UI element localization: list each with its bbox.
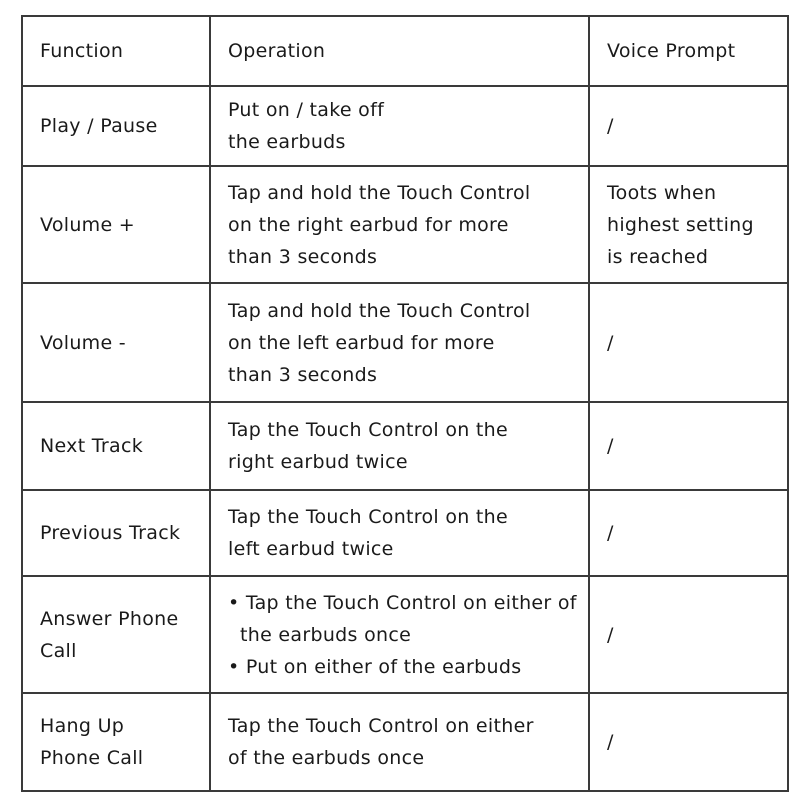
table-row [22,283,788,402]
voice-prompt-line: highest setting [607,213,754,236]
function-cell [22,576,210,693]
function-cell [22,693,210,791]
operation-line: Tap and hold the Touch Control [228,181,531,204]
operation-line: on the left earbud for more [228,331,495,354]
voice-prompt-cell [589,576,788,693]
operation-cell [210,283,589,402]
table-row [22,166,788,283]
operation-line: than 3 seconds [228,245,378,268]
operation-line: of the earbuds once [228,747,425,769]
voice-prompt-line: / [607,331,614,354]
function-cell [22,86,210,166]
operation-cell [210,402,589,490]
operation-cell [210,693,589,791]
operation-line: right earbud twice [228,451,408,473]
table-row [22,490,788,576]
voice-prompt-line: / [607,623,614,646]
voice-prompt-cell [589,166,788,283]
function-line: Volume + [40,213,136,236]
operation-line: Tap the Touch Control on either [228,715,534,737]
voice-prompt-line: / [607,522,614,544]
table-row [22,576,788,693]
operation-bullet: • Put on either of the earbuds [228,655,522,678]
operation-line: Tap the Touch Control on the [228,419,509,441]
header-function: Function [22,16,210,86]
voice-prompt-cell [589,490,788,576]
table-row [22,86,788,166]
function-cell [22,490,210,576]
table-row [22,402,788,490]
operation-cell [210,86,589,166]
voice-prompt-line: Toots when [607,181,717,204]
header-voice-prompt: Voice Prompt [589,16,788,86]
operation-line: than 3 seconds [228,363,378,386]
voice-prompt-cell [589,86,788,166]
function-line: Previous Track [40,522,181,544]
voice-prompt-line: / [607,115,614,137]
touch-control-table [21,15,789,792]
table-header-row [22,16,788,86]
function-cell [22,166,210,283]
function-line: Volume - [40,331,126,354]
voice-prompt-line: / [607,731,614,753]
operation-line: the earbuds [228,131,346,153]
operation-line: on the right earbud for more [228,213,509,236]
voice-prompt-cell [589,402,788,490]
operation-cell [210,576,589,693]
function-line: Play / Pause [40,115,158,137]
function-line: Call [40,639,77,662]
function-cell [22,283,210,402]
function-line: Next Track [40,435,144,457]
voice-prompt-cell [589,693,788,791]
operation-bullet: • Tap the Touch Control on either of the earbuds once [228,591,577,646]
voice-prompt-cell [589,283,788,402]
function-line: Hang Up [40,715,125,737]
operation-line: Tap the Touch Control on the [228,506,509,528]
function-cell [22,402,210,490]
voice-prompt-line: is reached [607,245,709,268]
table-row [22,693,788,791]
voice-prompt-line: / [607,435,614,457]
function-line: Phone Call [40,747,144,769]
operation-cell [210,166,589,283]
operation-line: Tap and hold the Touch Control [228,299,531,322]
operation-line: left earbud twice [228,538,394,560]
header-operation: Operation [210,16,589,86]
operation-line: Put on / take off [228,99,385,121]
operation-cell [210,490,589,576]
function-line: Answer Phone [40,607,179,630]
